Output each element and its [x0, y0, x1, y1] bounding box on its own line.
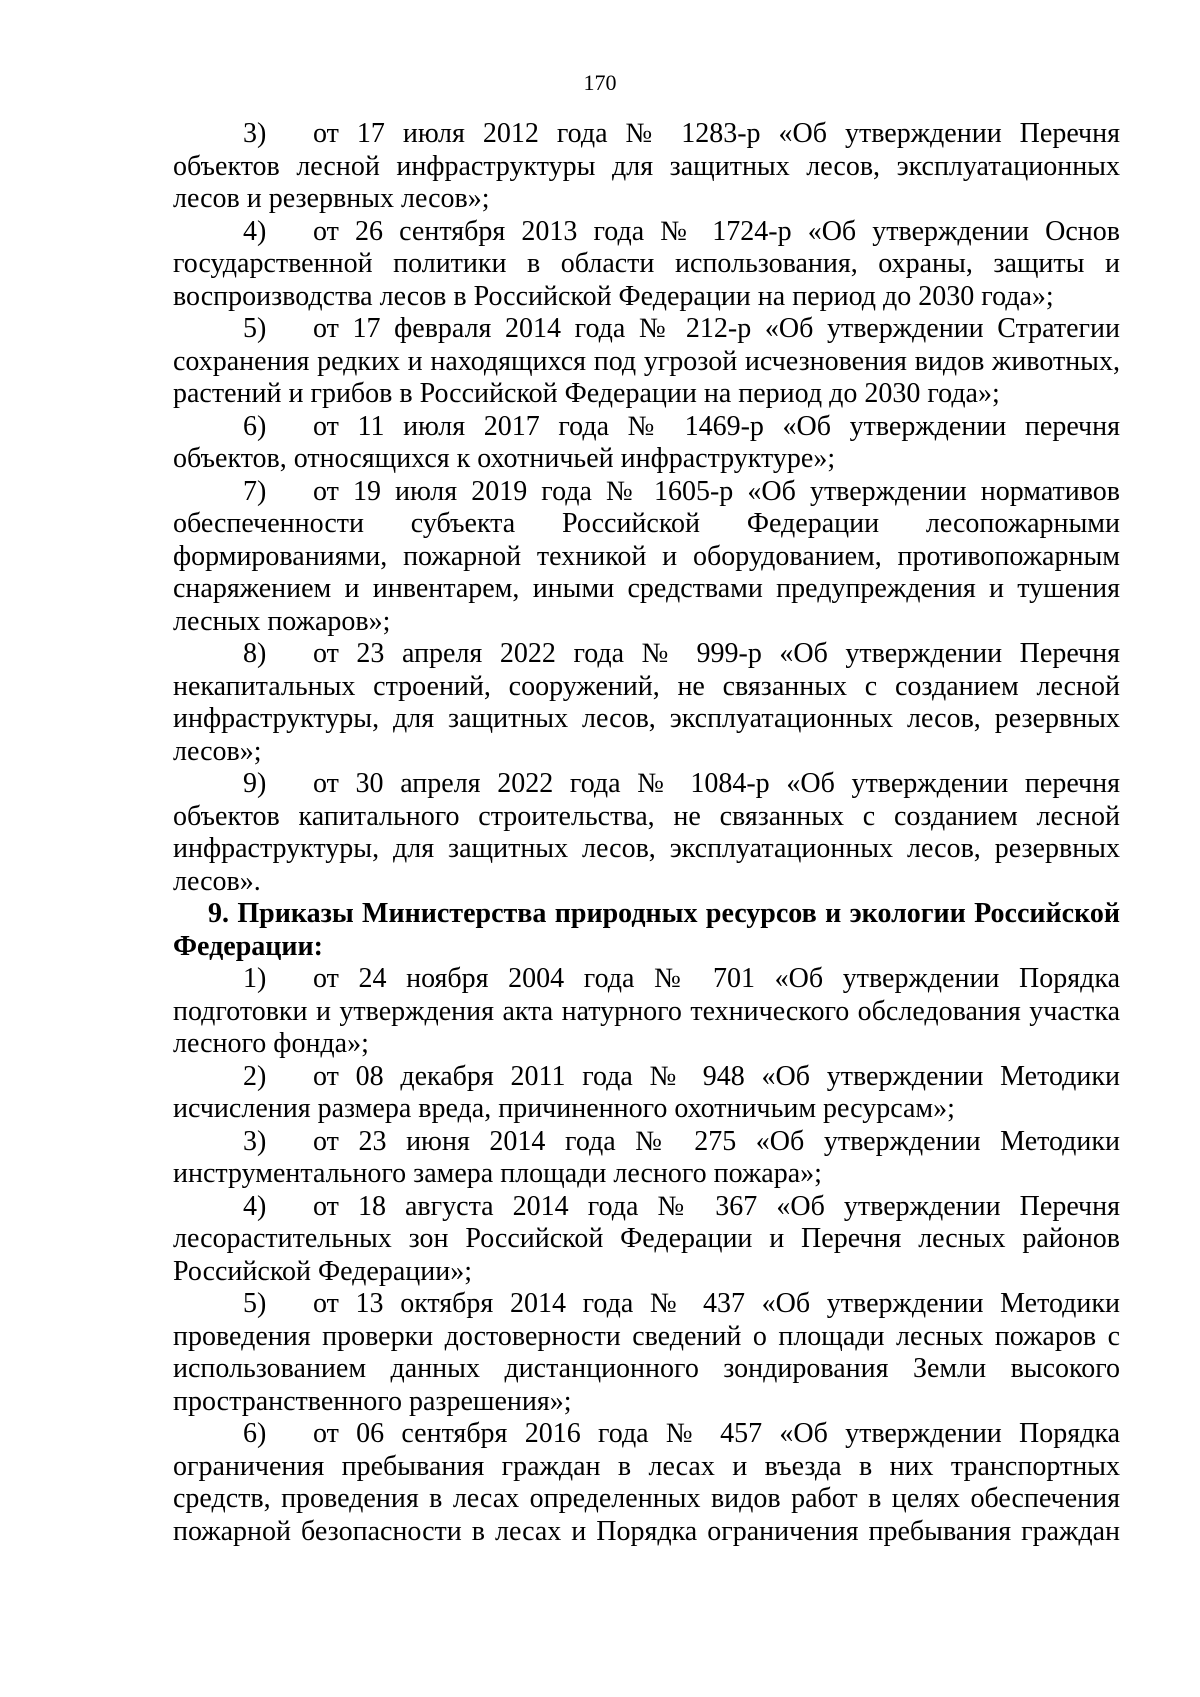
list-item	[173, 768, 1120, 898]
item-text: от 17 февраля 2014 года № 212-р «Об утверждении Стратегии сохранения редких и находящихся под угрозой исчезновения видов животных, растений и грибов в Российской Федерации на период до 2030 года»;	[173, 313, 1120, 409]
page-content	[173, 118, 1120, 1548]
item-text: от 08 декабря 2011 года № 948 «Об утверждении Методики исчисления размера вреда, причиненного охотничьим ресурсам»;	[173, 1060, 1120, 1124]
item-text: от 18 августа 2014 года № 367 «Об утверждении Перечня лесорастительных зон Российской Федерации и Перечня лесных районов Российской Федерации»;	[173, 1190, 1120, 1287]
item-text: от 30 апреля 2022 года № 1084-р «Об утверждении перечня объектов капитального строительства, не связанных с созданием лесной инфраструктуры, для защитных лесов, эксплуатационных лесов, резервных лесов».	[173, 768, 1120, 897]
item-text: от 17 июля 2012 года № 1283-р «Об утверждении Перечня объектов лесной инфраструктуры для защитных лесов, эксплуатационных лесов и резервных лесов»;	[173, 118, 1120, 214]
page-number: 170	[583, 70, 617, 95]
list-item	[173, 1061, 1120, 1126]
item-number: 6)	[243, 410, 267, 442]
list-item	[173, 216, 1120, 314]
item-text: от 23 июня 2014 года № 275 «Об утверждении Методики инструментального замера площади лесного пожара»;	[173, 1125, 1120, 1189]
list-item	[173, 1288, 1120, 1418]
list-item	[173, 118, 1120, 216]
item-number: 9)	[243, 768, 267, 799]
item-number: 3)	[243, 1125, 267, 1157]
item-number: 4)	[243, 215, 267, 247]
list-item	[173, 1126, 1120, 1191]
item-number: 7)	[243, 475, 267, 507]
item-number: 5)	[243, 313, 267, 344]
item-number: 5)	[243, 1288, 267, 1319]
item-text: от 23 апреля 2022 года № 999-р «Об утверждении Перечня некапитальных строений, сооружений, не связанных с созданием лесной инфраструктуры, для защитных лесов, эксплуатационных лесов, резервных лесов»;	[173, 638, 1120, 767]
item-number: 1)	[243, 963, 267, 994]
list-item	[173, 963, 1120, 1061]
item-text: от 11 июля 2017 года № 1469-р «Об утверждении перечня объектов, относящихся к охотничьей инфраструктуре»;	[173, 410, 1120, 474]
item-text: от 24 ноября 2004 года № 701 «Об утверждении Порядка подготовки и утверждения акта натурного технического обследования участка лесного фонда»;	[173, 963, 1120, 1059]
list-item	[173, 1418, 1120, 1548]
list-item	[173, 638, 1120, 768]
item-text: от 26 сентября 2013 года № 1724-р «Об утверждении Основ государственной политики в области использования, охраны, защиты и воспроизводства лесов в Российской Федерации на период до 2030 года»;	[173, 215, 1120, 312]
item-number: 2)	[243, 1060, 267, 1092]
item-number: 3)	[243, 118, 267, 149]
list-item	[173, 476, 1120, 639]
section-heading: 9. Приказы Министерства природных ресурсов и экологии Российской Федерации:	[173, 898, 1120, 962]
item-text: от 06 сентября 2016 года № 457 «Об утверждении Порядка ограничения пребывания граждан в лесах и въезда в них транспортных средств, проведения в лесах определенных видов работ в целях обеспечения пожарной безопасности в лесах и Порядка ограничения пребывания граждан	[173, 1418, 1120, 1547]
list-item	[173, 411, 1120, 476]
item-number: 6)	[243, 1418, 267, 1449]
item-number: 4)	[243, 1190, 267, 1222]
list-item	[173, 1191, 1120, 1289]
item-text: от 13 октября 2014 года № 437 «Об утверждении Методики проведения проверки достоверности сведений о площади лесных пожаров с использованием данных дистанционного зондирования Земли высокого пространственного разрешения»;	[173, 1288, 1120, 1417]
item-text: от 19 июля 2019 года № 1605-р «Об утверждении нормативов обеспеченности субъекта Российской Федерации лесопожарными формированиями, пожарной техникой и оборудованием, противопожарным снаряжением и инвентарем, иными средствами предупреждения и тушения лесных пожаров»;	[173, 475, 1120, 637]
item-number: 8)	[243, 638, 267, 669]
list-item	[173, 313, 1120, 411]
